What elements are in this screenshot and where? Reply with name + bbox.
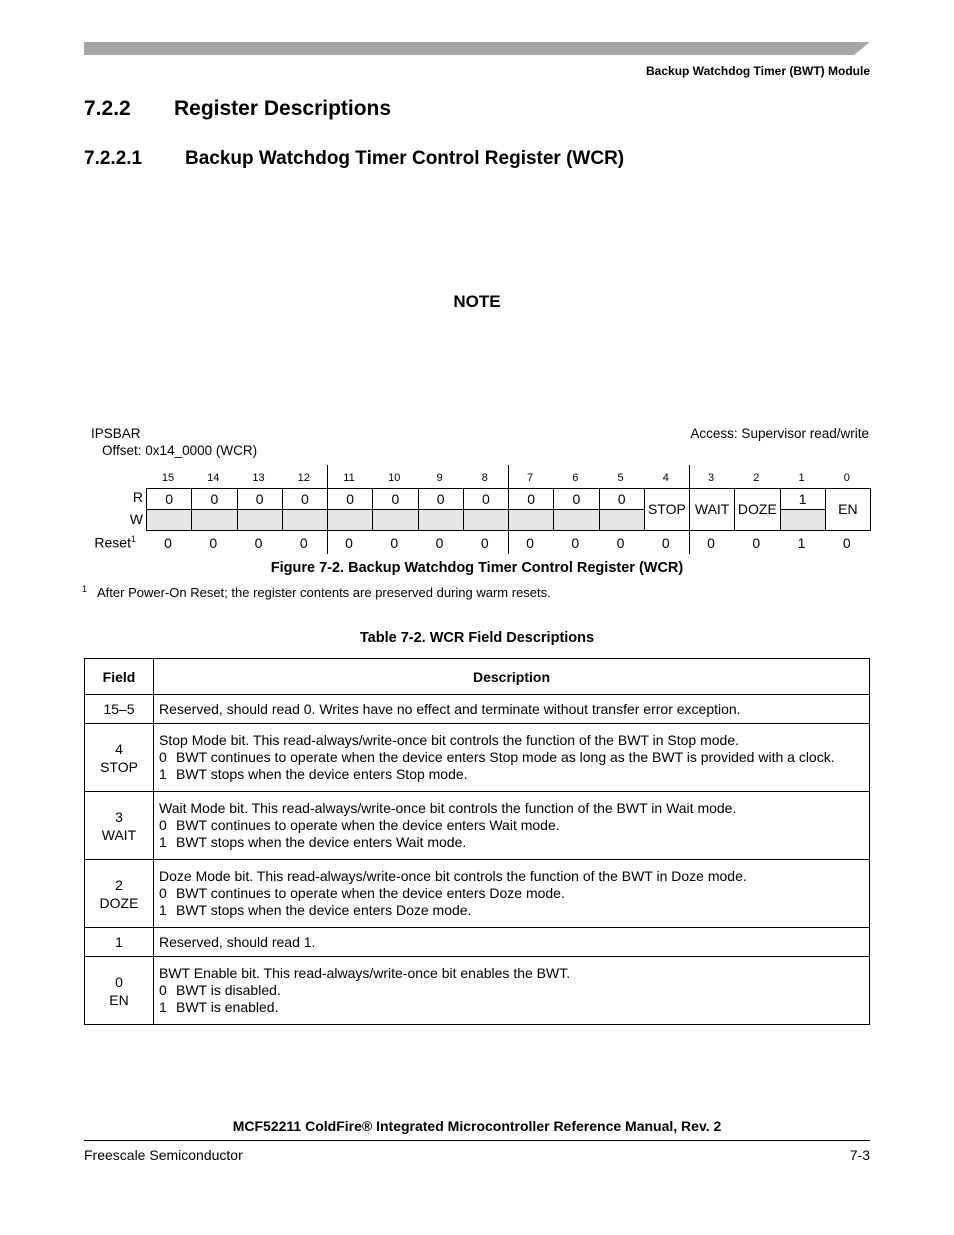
footer-page-number: 7-3 [849,1147,870,1163]
option-text: BWT stops when the device enters Wait mode. [176,834,467,850]
column-header-description: Description [154,659,870,695]
bit-number: 13 [252,472,265,484]
subsection-title: Backup Watchdog Timer Control Register (WCR) [185,148,625,169]
description-cell [154,860,870,928]
option-line [159,766,864,783]
subsection-number: 7.2.2.1 [84,148,143,169]
field-bits: 4 [115,740,123,757]
write-cell [780,509,826,531]
field-name: WAIT [101,826,137,843]
read-value-cell: 0 [599,488,645,510]
option-line [159,885,864,902]
register-base-label: IPSBAR [91,426,141,441]
footnote-mark: 1 [82,584,88,594]
read-value-cell: 0 [418,488,464,510]
field-bits: 1 [115,934,123,950]
option-key: 0 [159,885,167,901]
running-header: Backup Watchdog Timer (BWT) Module [646,64,870,78]
description-text: Doze Mode bit. This read-always/write-once bit controls the function of the BWT in Doze mode. [159,868,747,884]
option-text: BWT continues to operate when the device enters Doze mode. [176,885,565,901]
footer-company: Freescale Semiconductor [84,1147,243,1163]
description-cell [154,792,870,860]
table-row [85,724,870,792]
table-header-row [85,659,870,695]
description-text: Reserved, should read 1. [159,933,316,950]
option-text: BWT stops when the device enters Stop mode. [176,766,468,782]
read-value-cell: 0 [146,488,192,510]
read-value-cell: 0 [372,488,418,510]
reset-value: 0 [480,535,489,551]
field-cell [85,724,154,792]
option-text: BWT continues to operate when the device enters Wait mode. [176,817,560,833]
read-value-cell: 0 [463,488,509,510]
figure-caption: Figure 7-2. Backup Watchdog Timer Control Register (WCR) [270,560,684,576]
reset-value: 0 [390,535,399,551]
nibble-divider [327,465,328,554]
option-key: 1 [159,834,167,850]
option-line [159,817,864,834]
write-cell [553,509,599,531]
description-cell [154,957,870,1025]
bit-number: 12 [297,472,310,484]
description-cell [154,695,870,724]
write-cell [191,509,237,531]
field-bits: 2 [115,876,123,893]
field-bits: 0 [115,973,123,990]
bit-number: 1 [798,472,805,484]
bit-number: 9 [436,472,443,484]
field-bits: 3 [115,808,123,825]
header-bar [84,42,870,55]
option-key: 0 [159,749,167,765]
option-line [159,999,864,1016]
read-value-cell: 0 [191,488,237,510]
register-offset [102,443,257,458]
field-bits: 15–5 [103,701,135,717]
write-cell [146,509,192,531]
option-text: BWT continues to operate when the device enters Stop mode as long as the BWT is provided with a clock. [176,749,835,765]
register-field-cell: WAIT [689,488,735,531]
bit-number: 0 [843,472,850,484]
footer-manual-title: MCF52211 ColdFire® Integrated Microcontroller Reference Manual, Rev. 2 [232,1118,722,1134]
option-line [159,902,864,919]
field-cell [85,792,154,860]
option-key: 1 [159,999,167,1015]
read-value-cell: 0 [282,488,328,510]
table-row [85,957,870,1025]
register-field-cell: STOP [644,488,690,531]
option-key: 0 [159,817,167,833]
reset-value: 1 [797,535,806,551]
bit-number: 11 [343,472,355,484]
write-cell [327,509,373,531]
register-access: Access: Supervisor read/write [690,426,869,441]
field-cell [85,695,154,724]
option-text: BWT is enabled. [176,999,279,1015]
option-line [159,749,864,766]
reset-value: 0 [209,535,218,551]
table-row [85,792,870,860]
field-cell [85,860,154,928]
read-value-cell: 0 [237,488,283,510]
reset-value: 0 [164,535,172,551]
description-cell [154,724,870,792]
bit-number: 10 [388,472,401,484]
reset-value: 0 [616,535,625,551]
read-value-cell: 1 [780,488,826,510]
table-caption: Table 7-2. WCR Field Descriptions [359,630,595,646]
bit-number: 14 [207,472,220,484]
register-field-cell: DOZE [734,488,780,531]
bit-number: 2 [753,472,760,484]
subsection-heading [84,148,624,170]
reset-footnote-mark: 1 [130,534,136,544]
field-cell [85,928,154,957]
option-text: BWT stops when the device enters Doze mode. [176,902,472,918]
write-cell [599,509,645,531]
nibble-divider [508,465,509,554]
note-heading: NOTE [453,292,501,311]
write-cell [418,509,464,531]
footnote-text: After Power-On Reset; the register contents are preserved during warm resets. [97,585,551,600]
section-title: Register Descriptions [174,97,392,120]
reset-value: 0 [752,535,761,551]
read-value-cell: 0 [508,488,554,510]
table-row [85,928,870,957]
description-text: BWT Enable bit. This read-always/write-once bit enables the BWT. [159,965,571,981]
write-cell [463,509,509,531]
read-value-cell: 0 [327,488,373,510]
reset-value: 0 [299,535,308,551]
description-text: Stop Mode bit. This read-always/write-once bit controls the function of the BWT in Stop mode. [159,732,739,748]
bit-number: 6 [572,472,579,484]
row-label-reset [76,534,136,551]
section-heading [84,97,391,121]
table-row [85,860,870,928]
field-description-table [84,658,870,1025]
field-cell [85,957,154,1025]
row-label-write: W [129,511,143,527]
table-row [85,695,870,724]
reset-value: 0 [571,535,580,551]
option-line [159,834,864,851]
option-line [159,982,864,999]
offset-label: Offset: [102,443,142,458]
reset-value: 0 [526,535,534,551]
offset-value: 0x14_0000 (WCR) [145,443,258,458]
option-key: 1 [159,902,167,918]
column-header-field: Field [85,659,154,695]
description-cell [154,928,870,957]
register-field-cell: EN [825,488,871,531]
bit-number: 4 [662,472,669,484]
reset-value: 0 [345,535,353,551]
option-text: BWT is disabled. [176,982,281,998]
footnote [82,584,551,600]
reset-label: Reset [94,534,131,551]
write-cell [508,509,554,531]
write-cell [237,509,283,531]
read-value-cell: 0 [553,488,599,510]
option-key: 1 [159,766,167,782]
write-cell [372,509,418,531]
reset-value: 0 [435,535,444,551]
reset-value: 0 [661,535,670,551]
option-key: 0 [159,982,167,998]
field-name: DOZE [99,894,139,911]
field-name: EN [109,991,129,1008]
description-text: Wait Mode bit. This read-always/write-once bit controls the function of the BWT in Wait mode. [159,800,737,816]
reset-value: 0 [254,535,263,551]
bit-number: 15 [161,472,175,484]
section-number: 7.2.2 [84,97,131,120]
write-cell [282,509,328,531]
reset-value: 0 [707,535,715,551]
footer-rule [84,1140,870,1141]
bit-number: 5 [617,472,624,484]
description-text: Reserved, should read 0. Writes have no effect and terminate without transfer error exception. [159,700,741,717]
field-name: STOP [100,758,138,775]
bit-number: 8 [481,472,488,484]
bit-number: 7 [526,472,534,484]
bit-number: 3 [707,472,715,484]
reset-value: 0 [842,535,851,551]
nibble-divider [689,465,690,554]
row-label-read: R [132,489,143,505]
